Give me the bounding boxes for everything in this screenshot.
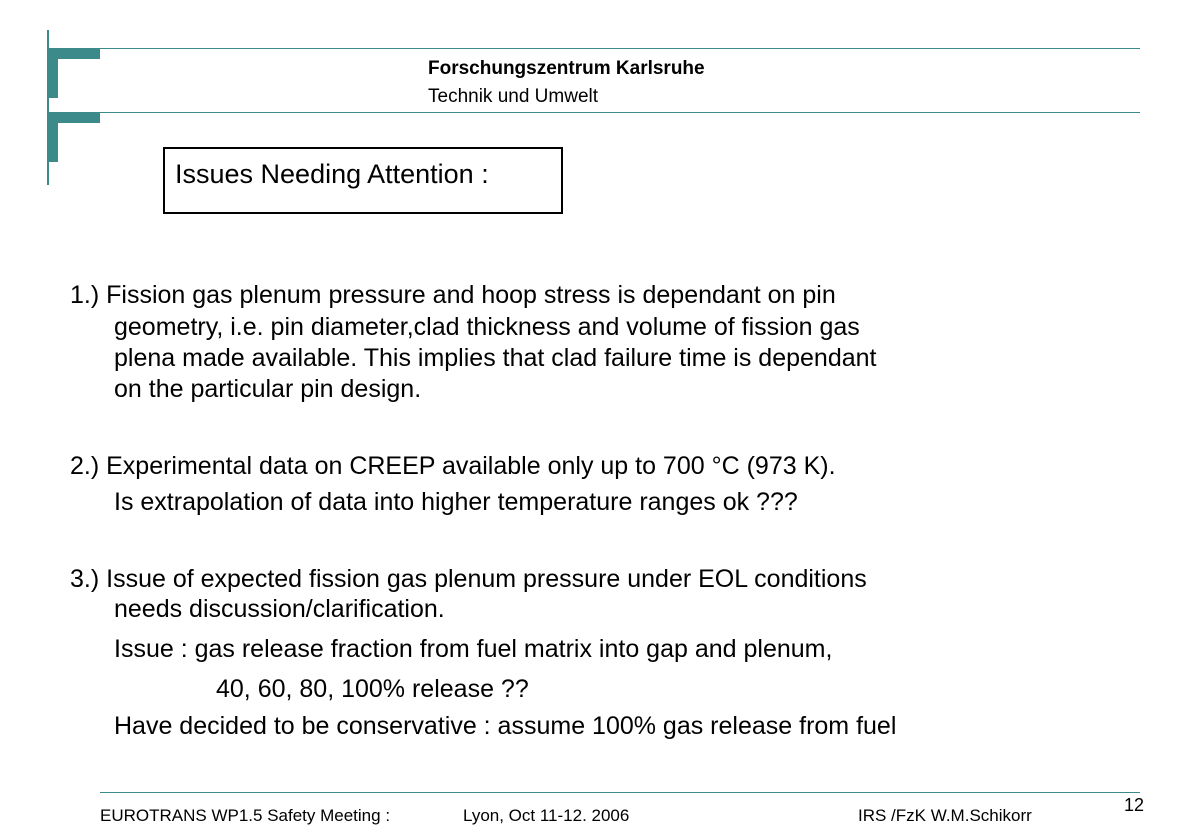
issue-3-line-1: 3.) Issue of expected fission gas plenum pressure under EOL conditions [70, 565, 867, 593]
issue-2-line-2: Is extrapolation of data into higher temperature ranges ok ??? [114, 488, 798, 516]
issue-1-line-1: 1.) Fission gas plenum pressure and hoop stress is dependant on pin [70, 281, 836, 309]
footer-author: IRS /FzK W.M.Schikorr [858, 806, 1032, 825]
slide-title: Issues Needing Attention : [175, 159, 489, 189]
organization-name: Forschungszentrum Karlsruhe [428, 58, 705, 79]
slide-title-box [163, 147, 563, 214]
logo-lower-horizontal [47, 112, 100, 123]
issue-1-line-3: plena made available. This implies that clad failure time is dependant [114, 344, 877, 372]
footer-rule [100, 792, 1140, 793]
issue-3-line-5: Have decided to be conservative : assume 100% gas release from fuel [114, 712, 897, 740]
header-bottom-rule [100, 112, 1140, 113]
organization-department: Technik und Umwelt [428, 86, 599, 107]
issue-2-line-1: 2.) Experimental data on CREEP available only up to 700 °C (973 K). [70, 452, 836, 480]
logo-upper-horizontal [47, 48, 100, 59]
issue-3-line-4: 40, 60, 80, 100% release ?? [216, 675, 529, 703]
issue-1-line-4: on the particular pin design. [114, 375, 422, 403]
issue-3-line-2: needs discussion/clarification. [114, 595, 445, 623]
footer-meeting: EUROTRANS WP1.5 Safety Meeting : [100, 806, 391, 825]
header-top-rule [100, 48, 1140, 49]
issue-3-line-3: Issue : gas release fraction from fuel matrix into gap and plenum, [114, 635, 833, 663]
page-number: 12 [1124, 795, 1145, 815]
issue-1-line-2: geometry, i.e. pin diameter,clad thickness and volume of fission gas [114, 313, 860, 341]
footer-location: Lyon, Oct 11-12. 2006 [463, 806, 630, 825]
